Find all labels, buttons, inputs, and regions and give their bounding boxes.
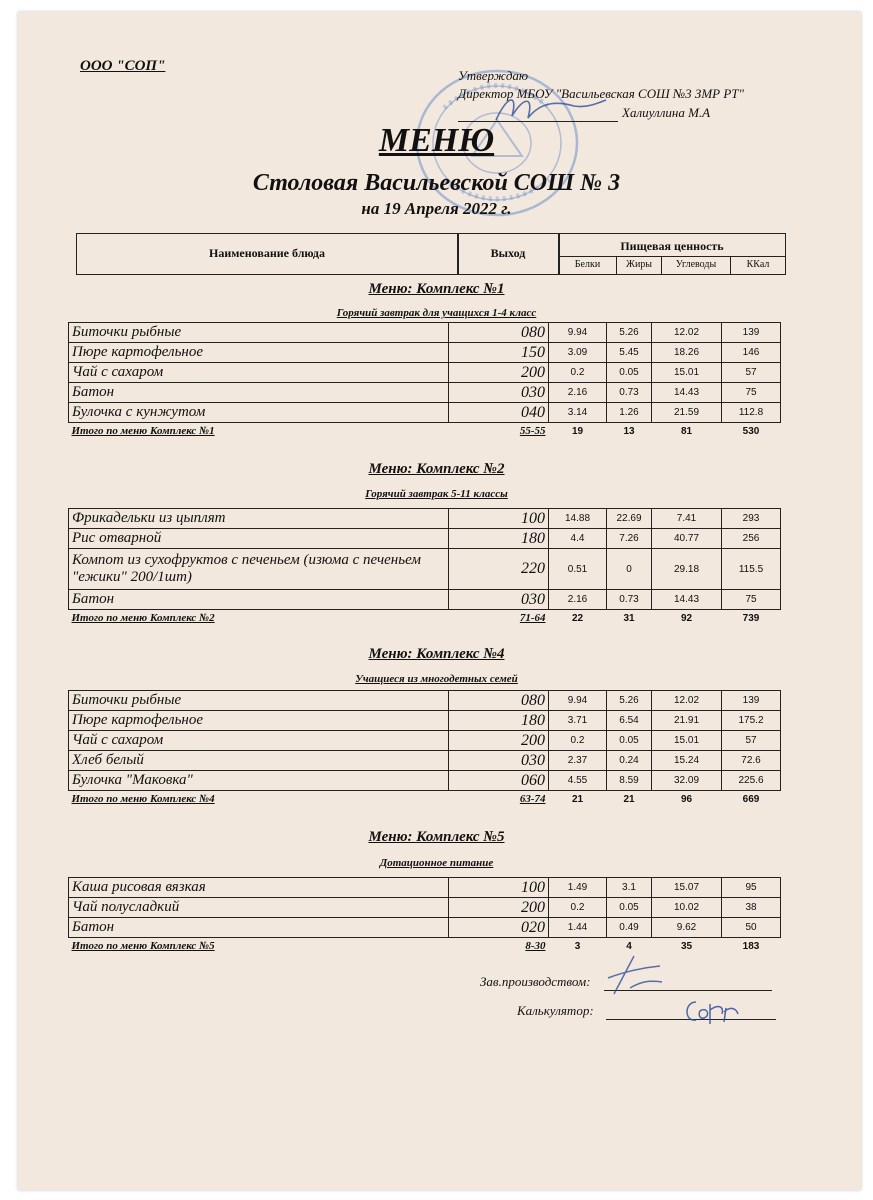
- total-carbs: 92: [680, 612, 693, 624]
- proteins-value: 9.94: [549, 691, 607, 711]
- total-label: Итого по меню Комплекс №5: [71, 940, 215, 952]
- dish-output: 060: [449, 771, 549, 791]
- table-row: [69, 898, 781, 918]
- fats-value: 0.05: [607, 898, 652, 918]
- table-row: [69, 323, 781, 343]
- proteins-value: 3.09: [549, 343, 607, 363]
- proteins-value: 1.44: [549, 918, 607, 938]
- dish-output: 020: [449, 918, 549, 938]
- production-signature-label: Зав.производством:: [480, 974, 591, 989]
- table-row: [69, 383, 781, 403]
- table-row: [69, 590, 781, 610]
- carbs-value: 29.18: [652, 549, 722, 590]
- kcal-value: 38: [722, 898, 781, 918]
- calculator-signature-label: Калькулятор:: [517, 1003, 594, 1018]
- dish-output: 100: [449, 509, 549, 529]
- dish-output: 080: [449, 691, 549, 711]
- table-row: [69, 878, 781, 898]
- fats-value: 0.73: [607, 383, 652, 403]
- carbs-value: 15.24: [652, 751, 722, 771]
- dish-output: 150: [449, 343, 549, 363]
- dish-name: Биточки рыбные: [69, 691, 449, 711]
- proteins-value: 0.2: [549, 731, 607, 751]
- total-kcal: 739: [742, 612, 760, 624]
- fats-value: 5.26: [607, 323, 652, 343]
- table-row: [69, 343, 781, 363]
- dish-name: Пюре картофельное: [69, 343, 449, 363]
- carbs-value: 14.43: [652, 590, 722, 610]
- fats-value: 0.05: [607, 731, 652, 751]
- table-row: [69, 751, 781, 771]
- total-row: [69, 791, 781, 808]
- carbs-value: 32.09: [652, 771, 722, 791]
- kcal-value: 72.6: [722, 751, 781, 771]
- kcal-value: 50: [722, 918, 781, 938]
- total-proteins: 21: [571, 793, 584, 805]
- calculator-signature-icon: [680, 996, 742, 1028]
- dish-name: Батон: [69, 590, 449, 610]
- proteins-value: 1.49: [549, 878, 607, 898]
- carbs-value: 40.77: [652, 529, 722, 549]
- page-subtitle: Столовая Васильевской СОШ № 3: [252, 170, 621, 196]
- dish-output: 200: [449, 898, 549, 918]
- header-table: [76, 233, 786, 275]
- carbs-value: 10.02: [652, 898, 722, 918]
- dish-name: Фрикадельки из цыплят: [69, 509, 449, 529]
- approval-line: Утверждаю: [458, 68, 529, 83]
- menu-table-complex-5: [68, 877, 781, 954]
- proteins-value: 14.88: [549, 509, 607, 529]
- section-subtitle: Учащиеся из многодетных семей: [355, 673, 518, 685]
- dish-output: 200: [449, 731, 549, 751]
- dish-name: Батон: [69, 383, 449, 403]
- fats-value: 0.05: [607, 363, 652, 383]
- fats-value: 0.24: [607, 751, 652, 771]
- dish-name: Булочка с кунжутом: [69, 403, 449, 423]
- total-output: 55-55: [519, 425, 546, 437]
- header-nutrition: Пищевая ценность: [620, 239, 724, 253]
- proteins-value: 9.94: [549, 323, 607, 343]
- fats-value: 6.54: [607, 711, 652, 731]
- total-label: Итого по меню Комплекс №4: [71, 793, 215, 805]
- dish-output: 040: [449, 403, 549, 423]
- table-row: [69, 363, 781, 383]
- dish-output: 030: [449, 590, 549, 610]
- carbs-value: 15.01: [652, 363, 722, 383]
- carbs-value: 9.62: [652, 918, 722, 938]
- carbs-value: 21.59: [652, 403, 722, 423]
- fats-value: 5.26: [607, 691, 652, 711]
- dish-output: 180: [449, 711, 549, 731]
- dish-name: Чай полусладкий: [69, 898, 449, 918]
- carbs-value: 12.02: [652, 691, 722, 711]
- proteins-value: 4.55: [549, 771, 607, 791]
- total-proteins: 3: [574, 940, 581, 952]
- kcal-value: 95: [722, 878, 781, 898]
- menu-date: на 19 Апреля 2022 г.: [361, 199, 512, 218]
- kcal-value: 139: [722, 691, 781, 711]
- table-row: [69, 549, 781, 590]
- kcal-value: 175.2: [722, 711, 781, 731]
- fats-value: 0.49: [607, 918, 652, 938]
- fats-value: 5.45: [607, 343, 652, 363]
- dish-name: Чай с сахаром: [69, 363, 449, 383]
- header-kcal: ККал: [746, 259, 770, 270]
- total-fats: 13: [623, 425, 635, 437]
- header-fats: Жиры: [625, 259, 653, 270]
- kcal-value: 115.5: [722, 549, 781, 590]
- dish-output: 030: [449, 383, 549, 403]
- total-label: Итого по меню Комплекс №2: [71, 612, 215, 624]
- total-kcal: 530: [742, 425, 760, 437]
- kcal-value: 293: [722, 509, 781, 529]
- proteins-value: 2.16: [549, 383, 607, 403]
- proteins-value: 2.37: [549, 751, 607, 771]
- proteins-value: 3.14: [549, 403, 607, 423]
- kcal-value: 139: [722, 323, 781, 343]
- kcal-value: 75: [722, 590, 781, 610]
- dish-output: 100: [449, 878, 549, 898]
- carbs-value: 21.91: [652, 711, 722, 731]
- fats-value: 1.26: [607, 403, 652, 423]
- total-fats: 31: [623, 612, 635, 624]
- carbs-value: 18.26: [652, 343, 722, 363]
- table-row: [69, 529, 781, 549]
- total-row: [69, 423, 781, 440]
- fats-value: 3.1: [607, 878, 652, 898]
- kcal-value: 112.8: [722, 403, 781, 423]
- header-carbs: Углеводы: [675, 259, 717, 270]
- total-output: 63-74: [519, 793, 546, 805]
- table-row: [69, 509, 781, 529]
- dish-output: 200: [449, 363, 549, 383]
- dish-name: Рис отварной: [69, 529, 449, 549]
- section-subtitle: Дотационное питание: [379, 857, 494, 869]
- dish-name: Хлеб белый: [69, 751, 449, 771]
- section-title: Меню: Комплекс №5: [368, 829, 505, 845]
- approval-name: Халиуллина М.А: [622, 105, 711, 120]
- proteins-value: 0.51: [549, 549, 607, 590]
- section-title: Меню: Комплекс №4: [368, 646, 505, 662]
- carbs-value: 14.43: [652, 383, 722, 403]
- fats-value: 0: [607, 549, 652, 590]
- production-signature-icon: [600, 952, 670, 998]
- header-dish: Наименование блюда: [209, 246, 325, 260]
- table-row: [69, 691, 781, 711]
- total-row: [69, 938, 781, 955]
- page-title: МЕНЮ: [378, 122, 495, 159]
- kcal-value: 256: [722, 529, 781, 549]
- carbs-value: 15.07: [652, 878, 722, 898]
- total-proteins: 22: [571, 612, 584, 624]
- fats-value: 8.59: [607, 771, 652, 791]
- total-label: Итого по меню Комплекс №1: [71, 425, 215, 437]
- proteins-value: 0.2: [549, 363, 607, 383]
- total-kcal: 669: [742, 793, 760, 805]
- proteins-value: 3.71: [549, 711, 607, 731]
- carbs-value: 15.01: [652, 731, 722, 751]
- dish-name: Каша рисовая вязкая: [69, 878, 449, 898]
- total-output: 8-30: [525, 940, 546, 952]
- section-subtitle: Горячий завтрак для учащихся 1-4 класс: [336, 307, 537, 319]
- kcal-value: 75: [722, 383, 781, 403]
- fats-value: 0.73: [607, 590, 652, 610]
- section-title: Меню: Комплекс №2: [368, 461, 505, 477]
- table-row: [69, 403, 781, 423]
- header-proteins: Белки: [574, 259, 601, 270]
- dish-name: Пюре картофельное: [69, 711, 449, 731]
- dish-output: 030: [449, 751, 549, 771]
- fats-value: 7.26: [607, 529, 652, 549]
- table-row: [69, 711, 781, 731]
- carbs-value: 7.41: [652, 509, 722, 529]
- dish-output: 080: [449, 323, 549, 343]
- kcal-value: 146: [722, 343, 781, 363]
- kcal-value: 57: [722, 731, 781, 751]
- fats-value: 22.69: [607, 509, 652, 529]
- total-carbs: 35: [680, 940, 693, 952]
- total-proteins: 19: [571, 425, 584, 437]
- total-row: [69, 610, 781, 627]
- total-carbs: 81: [680, 425, 693, 437]
- table-row: [69, 918, 781, 938]
- total-output: 71-64: [519, 612, 546, 624]
- table-row: [69, 771, 781, 791]
- dish-name: Биточки рыбные: [69, 323, 449, 343]
- dish-name: Компот из сухофруктов с печеньем (изюма с печеньем "ежики" 200/1шт): [69, 549, 449, 590]
- dish-output: 220: [449, 549, 549, 590]
- dish-output: 180: [449, 529, 549, 549]
- organization-name: ООО "СОП": [80, 58, 166, 74]
- menu-table-complex-1: [68, 322, 781, 439]
- kcal-value: 225.6: [722, 771, 781, 791]
- header-output: Выход: [490, 246, 526, 260]
- total-fats: 21: [623, 793, 635, 805]
- menu-table-complex-2: [68, 508, 781, 626]
- dish-name: Батон: [69, 918, 449, 938]
- total-fats: 4: [626, 940, 632, 952]
- menu-table-complex-4: [68, 690, 781, 807]
- total-carbs: 96: [680, 793, 693, 805]
- carbs-value: 12.02: [652, 323, 722, 343]
- proteins-value: 4.4: [549, 529, 607, 549]
- proteins-value: 0.2: [549, 898, 607, 918]
- dish-name: Чай с сахаром: [69, 731, 449, 751]
- dish-name: Булочка "Маковка": [69, 771, 449, 791]
- kcal-value: 57: [722, 363, 781, 383]
- section-title: Меню: Комплекс №1: [368, 281, 505, 297]
- section-subtitle: Горячий завтрак 5-11 классы: [365, 488, 508, 500]
- approval-director: Директор МБОУ "Васильевская СОШ №3 ЗМР РТ": [458, 86, 744, 101]
- table-row: [69, 731, 781, 751]
- proteins-value: 2.16: [549, 590, 607, 610]
- total-kcal: 183: [742, 940, 760, 952]
